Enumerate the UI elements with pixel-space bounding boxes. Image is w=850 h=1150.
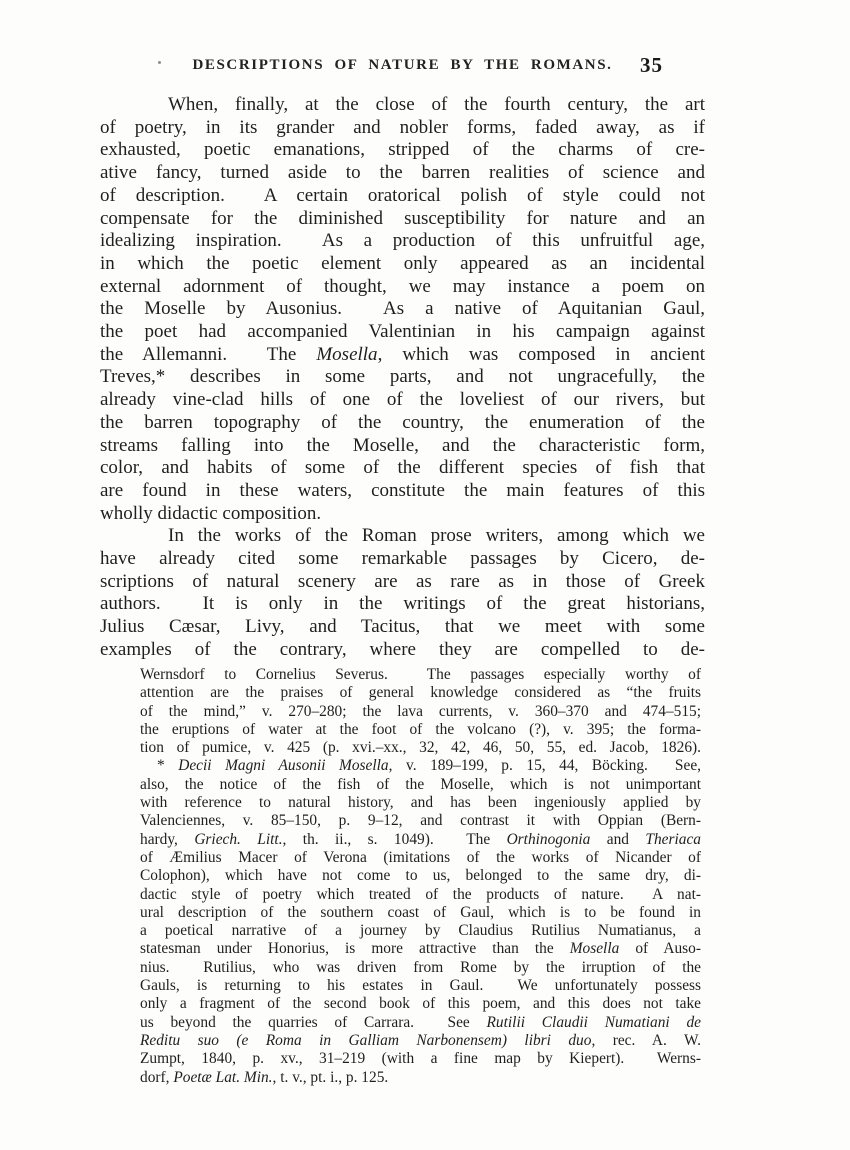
text-line [100,276,705,299]
text-line [140,739,701,757]
italic-text-run: Reditu suo (e Roma in Galliam Narbonensem) libri duo [140,1031,592,1049]
text-line [100,253,705,276]
text-line [100,162,705,185]
text-run: of description. A certain oratorical polish of style could not [100,184,705,206]
text-run: tion of pumice, v. 425 (p. xvi.–xx., 32, 42, 46, 50, 55, ed. Jacob, 1826). [140,739,701,757]
text-line [100,593,705,616]
text-run: the poet had accompanied Valentinian in his campaign against [100,321,705,343]
text-line [140,922,701,940]
footnote-block [140,666,701,1087]
text-run: wholly didactic composition. [100,502,322,524]
text-run: When, finally, at the close of the fourth century, the art [168,94,705,115]
text-run: are found in these waters, constitute the main features of this [100,479,705,501]
text-line [100,208,705,231]
text-line [140,776,701,794]
text-run: authors. It is only in the writings of the great historians, [100,593,705,615]
text-run: Colophon), which have not come to us, belonged to the same dry, di- [140,867,701,885]
text-line [100,185,705,208]
text-line [140,721,701,739]
italic-text-run: Poetæ Lat. Min. [173,1068,273,1086]
text-line [140,849,701,867]
main-text-block [100,94,705,662]
text-run: also, the notice of the fish of the Moselle, which is not unimportant [140,775,701,793]
text-run: of the mind,” v. 270–280; the lava currents, v. 360–370 and 474–515; [140,702,701,720]
paragraph [140,757,701,1086]
text-run: the Moselle by Ausonius. As a native of Aquitanian Gaul, [100,298,705,320]
text-run: us beyond the quarries of Carrara. See [140,1013,487,1031]
italic-text-run: Mosella [316,343,378,365]
text-line [140,684,701,702]
text-run: , th. ii., s. 1049). The [282,830,507,848]
text-line [140,794,701,812]
text-line [140,1032,701,1050]
text-run: of Auso- [619,940,701,958]
italic-text-run: Decii Magni Ausonii Mosella [178,757,389,775]
text-line [100,412,705,435]
text-run: attention are the praises of general knowledge considered as “the fruits [140,684,701,702]
text-run: idealizing inspiration. As a production of this unfruitful age, [100,230,705,252]
text-line [140,757,701,775]
text-run: the barren topography of the country, the enumeration of the [100,411,705,433]
text-run: Gauls, is returning to his estates in Gaul. We unfortunately possess [140,977,701,995]
text-run: streams falling into the Moselle, and the characteristic form, [100,434,705,456]
text-run: nius. Rutilius, who was driven from Rome by the irruption of the [140,958,701,976]
italic-text-run: Orthinogonia [506,830,591,848]
paragraph [100,525,705,661]
text-line [140,995,701,1013]
text-run: color, and habits of some of the different species of fish that [100,457,705,479]
text-run: In the works of the Roman prose writers, among which we [168,525,705,547]
paragraph [100,94,705,525]
text-run: a poetical narrative of a journey by Claudius Rutilius Numatianus, a [140,922,701,940]
text-run: with reference to natural history, and has been ingeniously applied by [140,794,701,812]
text-line [100,548,705,571]
text-run: examples of the contrary, where they are compelled to de- [100,638,705,660]
text-run: * [157,757,179,775]
text-run: statesman under Honorius, is more attractive than the [140,940,570,958]
text-line [140,1014,701,1032]
text-run: ative fancy, turned aside to the barren realities of science and [100,162,705,184]
text-line [100,616,705,639]
text-run: , rec. A. W. [591,1031,701,1049]
text-line [140,1069,701,1087]
text-run: scriptions of natural scenery are as rare as in those of Greek [100,570,705,592]
text-line [140,1050,701,1068]
text-line [100,298,705,321]
text-line [100,139,705,162]
text-line [100,503,705,526]
text-line [100,480,705,503]
italic-text-run: Mosella [569,940,620,958]
running-title: DESCRIPTIONS OF NATURE BY THE ROMANS. [192,57,613,73]
text-line [140,666,701,684]
text-run: Julius Cæsar, Livy, and Tacitus, that we meet with some [100,616,705,638]
text-line [100,571,705,594]
text-run: Zumpt, 1840, p. xv., 31–219 (with a fine map by Kiepert). Werns- [140,1050,701,1068]
text-line [100,435,705,458]
text-run: ural description of the southern coast of Gaul, which is to be found in [140,903,701,921]
text-run: , t. v., pt. i., p. 125. [272,1068,389,1086]
text-run: of poetry, in its grander and nobler forms, faded away, as if [100,116,705,138]
text-run: the eruptions of water at the foot of the volcano (?), v. 395; the forma- [140,720,701,738]
text-line [100,94,705,117]
text-run: in which the poetic element only appeared as an incidental [100,252,705,274]
text-run: exhausted, poetic emanations, stripped of the charms of cre- [100,139,705,161]
text-run: Valenciennes, v. 85–150, p. 9–12, and contrast it with Oppian (Bern- [140,812,701,830]
text-line [140,959,701,977]
text-line [100,366,705,389]
text-run: Wernsdorf to Cornelius Severus. The passages especially worthy of [140,666,701,683]
text-line [100,321,705,344]
text-run: hardy, [140,830,195,848]
text-run: have already cited some remarkable passages by Cicero, de- [100,548,705,570]
page-header [100,53,705,81]
italic-text-run: Rutilii Claudii Numatiani de [486,1013,702,1031]
text-run: dorf, [140,1068,174,1086]
paragraph [140,666,701,757]
text-run: , v. 189–199, p. 15, 44, Böcking. See, [388,757,702,775]
text-run: of Æmilius Macer of Verona (imitations of the works of Nicander of [140,848,701,866]
text-line [140,940,701,958]
text-line [140,812,701,830]
text-line [140,886,701,904]
text-line [140,831,701,849]
text-run: , which was composed in ancient [377,343,706,365]
text-line [140,703,701,721]
text-run: Treves,* describes in some parts, and not ungracefully, the [100,366,705,388]
text-line [140,977,701,995]
text-line [100,457,705,480]
text-run: the Allemanni. The [100,343,317,365]
text-line [100,525,705,548]
text-run: already vine-clad hills of one of the loveliest of our rivers, but [100,389,705,411]
text-line [100,230,705,253]
text-line [100,344,705,367]
text-line [140,867,701,885]
text-run: dactic style of poetry which treated of the products of nature. A nat- [140,885,701,903]
text-run: and [590,830,646,848]
text-run: external adornment of thought, we may instance a poem on [100,275,705,297]
text-line [100,639,705,662]
text-line [100,389,705,412]
page-number: 35 [640,53,663,77]
text-line [100,117,705,140]
italic-text-run: Griech. Litt. [194,830,283,848]
text-line [140,904,701,922]
text-run: compensate for the diminished susceptibility for nature and an [100,207,705,229]
italic-text-run: Theriaca [645,830,701,848]
text-run: only a fragment of the second book of this poem, and this does not take [140,995,701,1013]
